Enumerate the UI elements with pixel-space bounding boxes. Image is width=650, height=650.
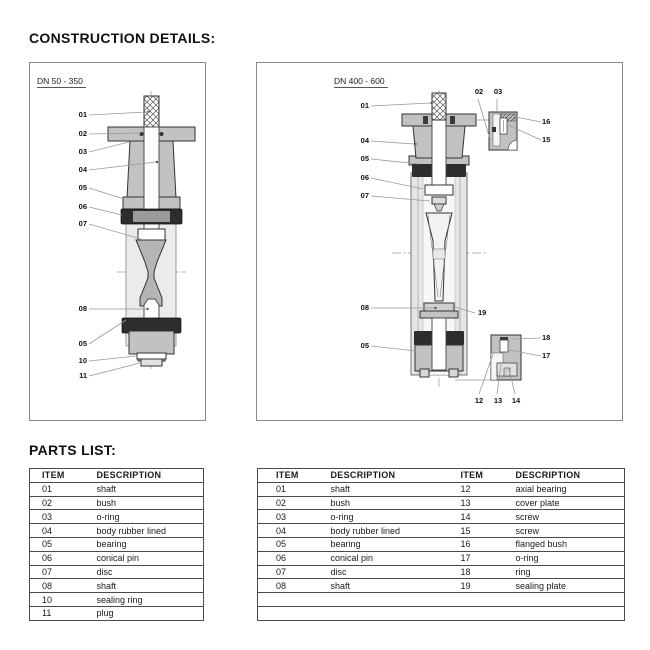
cell-item: 01 xyxy=(258,482,319,496)
cell-item: 04 xyxy=(258,524,319,538)
o-ring-detail xyxy=(450,116,455,124)
stem-shaft-hatch xyxy=(144,96,159,129)
header-description: DESCRIPTION xyxy=(330,470,396,481)
upper-seal-core xyxy=(133,211,170,222)
cell-item-2: 14 xyxy=(449,510,504,524)
cell-item: 07 xyxy=(258,565,319,579)
lower-seal-left xyxy=(414,331,433,345)
diagram-panel-dn400-600 xyxy=(256,62,623,421)
cell-description-2: cover plate xyxy=(504,496,625,510)
cell-description: bearing xyxy=(84,537,204,551)
lower-shaft xyxy=(432,318,446,370)
cell-description-2: axial bearing xyxy=(504,482,625,496)
conical-pin xyxy=(432,197,446,204)
table-row xyxy=(30,606,204,620)
cell-description: shaft xyxy=(84,482,204,496)
cell-item: 08 xyxy=(258,579,319,593)
cell-description-2: flanged bush xyxy=(504,537,625,551)
callout-04: 04 xyxy=(360,136,369,145)
cell-item: 03 xyxy=(258,510,319,524)
table-row xyxy=(258,524,625,538)
diagram-panel-dn50-350 xyxy=(29,62,206,421)
callout-16: 16 xyxy=(542,117,551,126)
cell-item: 06 xyxy=(258,551,319,565)
table-row xyxy=(258,510,625,524)
inset-axial-bearing xyxy=(500,340,508,352)
callout-08: 08 xyxy=(360,303,369,312)
cell-description-2: screw xyxy=(504,524,625,538)
table-row xyxy=(30,565,204,579)
cell-item: 03 xyxy=(30,510,84,524)
parts-table-left xyxy=(29,468,204,621)
callout-06: 06 xyxy=(78,202,87,211)
cell-item-2: 13 xyxy=(449,496,504,510)
table-row xyxy=(258,537,625,551)
table-row xyxy=(258,482,625,496)
callout-08: 08 xyxy=(78,304,87,313)
cell-item: 11 xyxy=(30,606,84,620)
callout-02: 02 xyxy=(474,87,484,96)
table-row xyxy=(258,551,625,565)
header-item: ITEM xyxy=(276,470,299,481)
diagram-title-dn400-600: DN 400 - 600 xyxy=(334,76,388,88)
callout-05b: 05 xyxy=(360,341,369,350)
parts-list-heading: PARTS LIST: xyxy=(29,442,117,458)
table-row xyxy=(30,524,204,538)
callout-18: 18 xyxy=(542,333,551,342)
cell-item-2: 12 xyxy=(449,482,504,496)
callout-10: 10 xyxy=(78,356,87,365)
cell-item-2: 16 xyxy=(449,537,504,551)
callout-19: 19 xyxy=(478,308,487,317)
cell-description-2: sealing plate xyxy=(504,579,625,593)
callout-06: 06 xyxy=(360,173,369,182)
table-row xyxy=(30,593,204,607)
callout-05: 05 xyxy=(78,183,87,192)
cell-description-2: o-ring xyxy=(504,551,625,565)
table-header-row xyxy=(30,469,204,483)
lower-seal-right xyxy=(445,331,464,345)
parts-table-right xyxy=(257,468,625,621)
upper-bearing-band xyxy=(138,229,165,240)
cell-item: 04 xyxy=(30,524,84,538)
cell-description: conical pin xyxy=(84,551,204,565)
callout-05b: 05 xyxy=(78,339,87,348)
header-item: ITEM xyxy=(42,470,65,481)
cell-description: shaft xyxy=(319,579,449,593)
upper-seal-left xyxy=(412,164,433,177)
valve-body-drawing xyxy=(402,93,476,377)
disc-band xyxy=(433,249,445,259)
table-header-row xyxy=(258,469,625,483)
header-description-2: DESCRIPTION xyxy=(515,470,581,481)
table-row-empty xyxy=(258,606,625,620)
inset-ring xyxy=(500,337,508,340)
valve-cross-section-dn50-350 xyxy=(30,63,205,420)
callout-01: 01 xyxy=(78,110,87,119)
cell-item: 10 xyxy=(30,593,84,607)
cell-description: body rubber lined xyxy=(319,524,449,538)
cell-item: 01 xyxy=(30,482,84,496)
table-row xyxy=(30,537,204,551)
cell-item: 05 xyxy=(30,537,84,551)
cell-description: shaft xyxy=(84,579,204,593)
cell-description-2 xyxy=(504,606,625,620)
stem-shaft-hatch xyxy=(432,93,446,120)
cell-description: bearing xyxy=(319,537,449,551)
callout-01: 01 xyxy=(360,101,369,110)
callout-11: 11 xyxy=(79,371,87,380)
callout-02: 02 xyxy=(78,129,87,138)
construction-details-heading: CONSTRUCTION DETAILS: xyxy=(29,30,216,46)
cell-description xyxy=(319,606,449,620)
cell-item: 08 xyxy=(30,579,84,593)
lower-step xyxy=(420,311,458,318)
cell-description: sealing ring xyxy=(84,593,204,607)
diagram-title-dn50-350: DN 50 - 350 xyxy=(37,76,86,88)
header-description: DESCRIPTION xyxy=(96,470,162,481)
cell-item: 05 xyxy=(258,537,319,551)
cell-description: conical pin xyxy=(319,551,449,565)
valve-cross-section-dn400-600 xyxy=(257,63,622,420)
callout-03: 03 xyxy=(493,87,503,96)
cell-item-2: 17 xyxy=(449,551,504,565)
callout-03: 03 xyxy=(78,147,87,156)
callout-12: 12 xyxy=(474,396,484,405)
table-row xyxy=(30,510,204,524)
table-row xyxy=(30,496,204,510)
cell-description-2: ring xyxy=(504,565,625,579)
callout-17: 17 xyxy=(542,351,551,360)
bolt-right xyxy=(449,369,458,377)
cell-item xyxy=(258,593,319,607)
valve-body-drawing xyxy=(108,96,195,366)
header-item-2: ITEM xyxy=(460,470,484,481)
callout-15: 15 xyxy=(542,135,551,144)
callout-05: 05 xyxy=(360,154,369,163)
cell-item-2: 19 xyxy=(449,579,504,593)
o-ring-left xyxy=(140,132,144,136)
callout-13: 13 xyxy=(493,396,503,405)
cell-description-2 xyxy=(504,593,625,607)
bearing-band xyxy=(425,185,453,195)
table-row xyxy=(258,565,625,579)
cell-description xyxy=(319,593,449,607)
callout-07: 07 xyxy=(360,191,369,200)
cell-description: body rubber lined xyxy=(84,524,204,538)
cell-description: shaft xyxy=(319,482,449,496)
callout-07: 07 xyxy=(78,219,87,228)
table-row xyxy=(258,579,625,593)
cell-item-2: 18 xyxy=(449,565,504,579)
cell-description: o-ring xyxy=(319,510,449,524)
cell-item-2: 15 xyxy=(449,524,504,538)
shaft-channel xyxy=(432,120,446,190)
cell-description-2: screw xyxy=(504,510,625,524)
bush-detail xyxy=(423,116,428,124)
table-row-empty xyxy=(258,593,625,607)
callout-04: 04 xyxy=(78,165,87,174)
bush-right xyxy=(160,132,164,136)
sealing-ring xyxy=(137,353,166,359)
cell-description: disc xyxy=(319,565,449,579)
cell-item xyxy=(258,606,319,620)
detail-inset-top xyxy=(476,112,517,150)
cell-item: 07 xyxy=(30,565,84,579)
callout-14: 14 xyxy=(511,396,521,405)
cell-item: 02 xyxy=(258,496,319,510)
inset-o-ring xyxy=(492,127,496,132)
bolt-left xyxy=(420,369,429,377)
table-row xyxy=(258,496,625,510)
cell-item-2 xyxy=(449,593,504,607)
cell-description: bush xyxy=(84,496,204,510)
cell-description: plug xyxy=(84,606,204,620)
table-row xyxy=(30,482,204,496)
cell-item: 02 xyxy=(30,496,84,510)
cell-item-2 xyxy=(449,606,504,620)
cell-description: bush xyxy=(319,496,449,510)
table-row xyxy=(30,579,204,593)
cell-description: o-ring xyxy=(84,510,204,524)
cell-description: disc xyxy=(84,565,204,579)
plug xyxy=(141,359,162,366)
upper-seal-right xyxy=(445,164,466,177)
cell-item: 06 xyxy=(30,551,84,565)
table-row xyxy=(30,551,204,565)
